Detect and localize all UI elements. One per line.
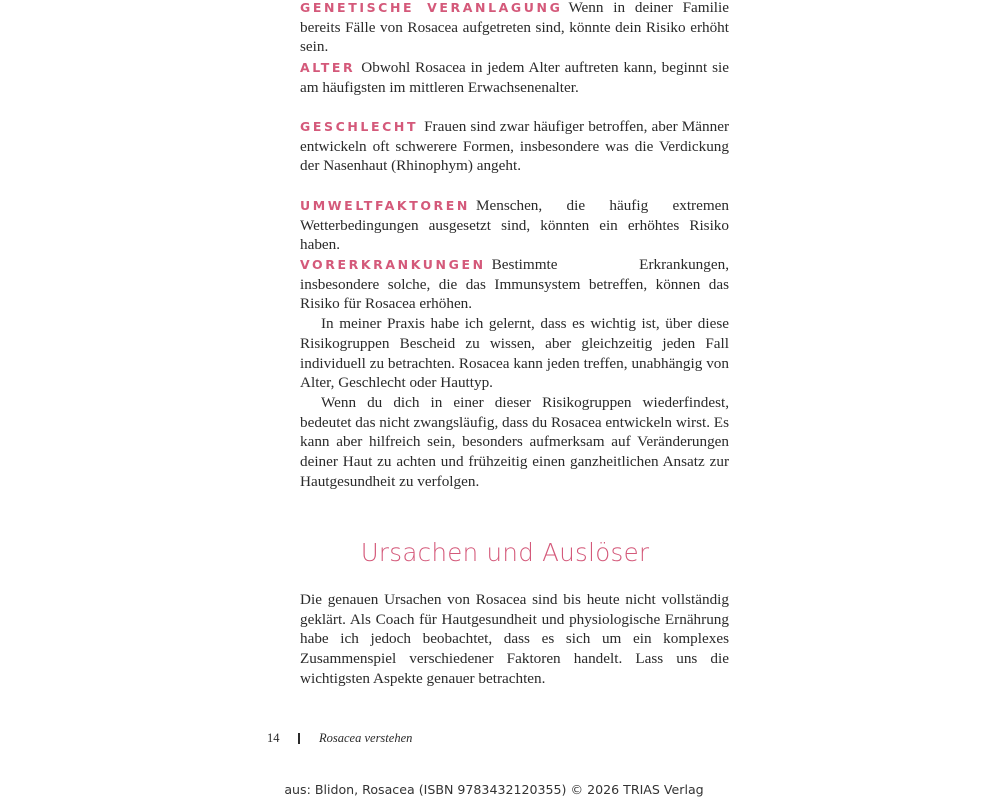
risk-factor-environment [300, 196, 729, 255]
risk-factor-text: Bestimmte Erkrankungen, insbesondere solche, die das Immunsystem betreffen, können das Risiko für Rosacea erhöhen. [300, 256, 729, 313]
risk-factor-text: Frauen sind zwar häufiger betroffen, aber Männer entwickeln oft schwerere Formen, insbesondere was die Verdickung der Nasenhaut (Rhinophym) angeht. [300, 118, 729, 175]
section-intro-block [300, 590, 729, 689]
body-paragraph: In meiner Praxis habe ich gelernt, dass es wichtig ist, über diese Risikogruppen Bescheid zu wissen, aber gleichzeitig jeden Fall individuell zu betrachten. Rosacea kann jeden treffen, unabhängig von Alter, Geschlecht oder Hauttyp. [300, 315, 729, 392]
page-number: 14 [267, 731, 280, 745]
risk-factor-text: Menschen, die häufig extremen Wetterbedingungen ausgesetzt sind, könnten ein erhöhtes Risiko haben. [300, 197, 729, 254]
risk-factor-age [300, 58, 729, 97]
risk-factor-text: Wenn in deiner Familie bereits Fälle von Rosacea aufgetreten sind, könnte dein Risiko erhöht sein. [300, 0, 729, 56]
risk-factor-term: ALTER [300, 60, 356, 75]
risk-factor-paragraph [300, 117, 729, 176]
section-heading: Ursachen und Auslöser [360, 538, 650, 567]
body-paragraph: Wenn du dich in einer dieser Risikogruppen wiederfindest, bedeutet das nicht zwangsläufig, dass du Rosacea entwickeln wirst. Es kann aber hilfreich sein, besonders aufmerksam auf Veränderungen deiner Haut zu achten und frühzeitig einen ganzheitlichen Ansatz zur Hautgesundheit zu verfolgen. [300, 393, 729, 490]
risk-factor-term: GENETISCHE VERANLAGUNG [300, 0, 563, 15]
risk-factor-term: GESCHLECHT [300, 119, 419, 134]
risk-factor-gender [300, 117, 729, 176]
publisher-credit: aus: Blidon, Rosacea (ISBN 9783432120355) © 2026 TRIAS Verlag [284, 782, 704, 797]
risk-factor-genetic [300, 0, 729, 57]
footer-separator [298, 733, 300, 744]
risk-factor-paragraph [300, 255, 729, 314]
risk-factor-term: VORERKRANKUNGEN [300, 257, 486, 272]
risk-factor-term: UMWELTFAKTOREN [300, 198, 470, 213]
risk-factor-paragraph [300, 0, 729, 57]
risk-factor-text: Obwohl Rosacea in jedem Alter auftreten kann, beginnt sie am häufigsten im mittleren Erwachsenenalter. [300, 59, 729, 96]
risk-factor-preconditions [300, 255, 729, 491]
section-intro-paragraph: Die genauen Ursachen von Rosacea sind bis heute nicht vollständig geklärt. Als Coach für Hautgesundheit und physiologische Ernährung habe ich jedoch beobachtet, dass es sich um ein komplexes Zusammenspiel verschiedener Faktoren handelt. Lass uns die wichtigsten Aspekte genauer betrachten. [300, 591, 729, 687]
risk-factor-paragraph [300, 58, 729, 97]
risk-factor-paragraph [300, 196, 729, 255]
running-title: Rosacea verstehen [319, 731, 413, 745]
